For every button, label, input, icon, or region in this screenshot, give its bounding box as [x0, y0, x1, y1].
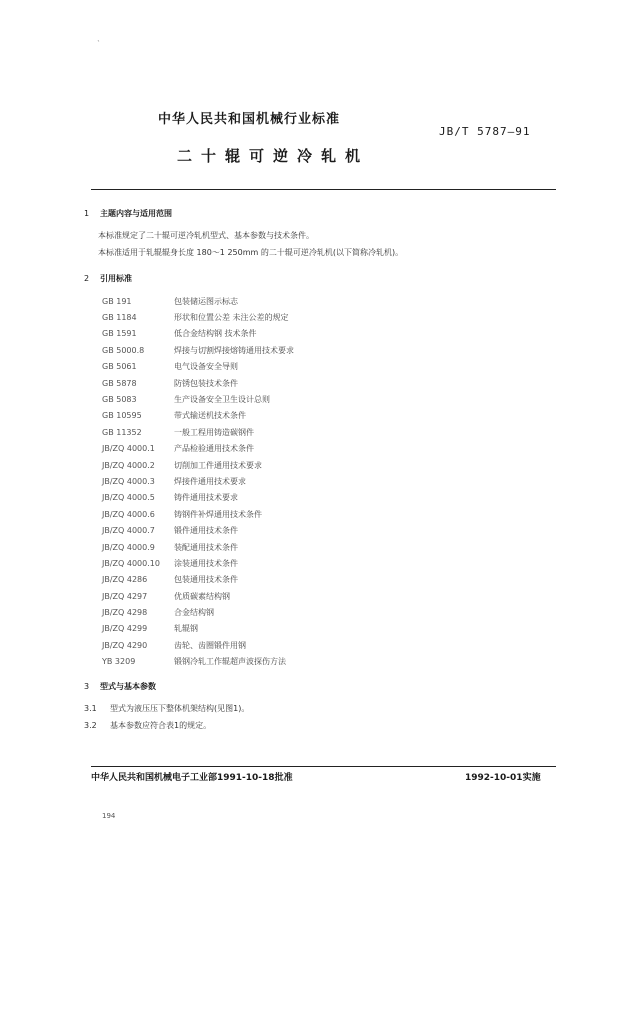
reference-name: 产品检验通用技术条件 [174, 444, 254, 453]
reference-item [102, 312, 289, 323]
reference-name: 齿轮、齿圈锻件用钢 [174, 641, 246, 650]
section-2-heading [84, 273, 132, 284]
section-1-heading [84, 208, 172, 219]
implementation-date: 1992-10-01实施 [465, 773, 541, 783]
reference-item [102, 574, 238, 585]
header-divider [91, 189, 556, 190]
reference-code: JB/ZQ 4000.5 [102, 493, 155, 502]
section-3-number: 3 [84, 682, 90, 691]
reference-name: 一般工程用铸造碳钢件 [174, 428, 254, 437]
section-2-number: 2 [84, 274, 90, 283]
reference-item [102, 542, 238, 553]
reference-code: GB 5083 [102, 395, 137, 404]
reference-name: 锻件通用技术条件 [174, 526, 238, 535]
clause-3-2 [84, 720, 211, 731]
reference-item [102, 378, 238, 389]
reference-code: JB/ZQ 4298 [102, 608, 148, 617]
reference-item [102, 345, 294, 356]
reference-item [102, 656, 286, 667]
section-1-paragraph: 本标准规定了二十辊可逆冷轧机型式、基本参数与技术条件。 [98, 231, 314, 240]
reference-item [102, 361, 238, 372]
reference-name: 涂装通用技术条件 [174, 559, 238, 568]
reference-code: JB/ZQ 4000.1 [102, 444, 155, 453]
reference-item [102, 558, 238, 569]
stray-mark: ` [97, 40, 101, 48]
section-2-title: 引用标准 [100, 274, 132, 283]
reference-name: 装配通用技术条件 [174, 543, 238, 552]
reference-item [102, 443, 254, 454]
approval-line: 中华人民共和国机械电子工业部1991-10-18批准 [91, 773, 293, 783]
reference-code: JB/ZQ 4000.6 [102, 510, 155, 519]
reference-item [102, 640, 246, 651]
clause-number: 3.2 [84, 721, 97, 730]
reference-code: GB 191 [102, 297, 132, 306]
section-1-number: 1 [84, 209, 90, 218]
reference-item [102, 492, 238, 503]
reference-item [102, 476, 246, 487]
footer-divider [91, 766, 556, 767]
reference-name: 包装通用技术条件 [174, 575, 238, 584]
reference-code: GB 5061 [102, 362, 137, 371]
page-number: 194 [102, 812, 116, 820]
reference-code: GB 10595 [102, 411, 142, 420]
reference-item [102, 394, 270, 405]
reference-name: 生产设备安全卫生设计总则 [174, 395, 270, 404]
reference-code: JB/ZQ 4000.9 [102, 543, 155, 552]
reference-item [102, 591, 230, 602]
reference-name: 防锈包装技术条件 [174, 379, 238, 388]
reference-code: GB 1184 [102, 313, 137, 322]
section-1-paragraph: 本标准适用于轧辊辊身长度 180～1 250mm 的二十辊可逆冷轧机(以下简称冷轧机)。 [98, 248, 404, 257]
clause-number: 3.1 [84, 704, 97, 713]
reference-name: 优质碳素结构钢 [174, 592, 230, 601]
clause-3-1 [84, 703, 249, 714]
section-1-title: 主题内容与适用范围 [100, 209, 172, 218]
reference-name: 焊接件通用技术要求 [174, 477, 246, 486]
reference-name: 电气设备安全导则 [174, 362, 238, 371]
reference-code: JB/ZQ 4299 [102, 624, 148, 633]
section-3-title: 型式与基本参数 [100, 682, 156, 691]
reference-item [102, 328, 257, 339]
reference-name: 切削加工件通用技术要求 [174, 461, 262, 470]
reference-code: JB/ZQ 4286 [102, 575, 148, 584]
standard-code: JB/T 5787—91 [439, 125, 531, 138]
clause-text: 型式为液压压下整体机架结构(见图1)。 [110, 704, 250, 713]
clause-text: 基本参数应符合表1的规定。 [110, 721, 212, 730]
reference-code: JB/ZQ 4000.10 [102, 559, 160, 568]
reference-item [102, 509, 262, 520]
reference-item [102, 607, 214, 618]
reference-name: 合金结构钢 [174, 608, 214, 617]
reference-name: 带式输送机技术条件 [174, 411, 246, 420]
reference-item [102, 525, 238, 536]
reference-name: 铸钢件补焊通用技术条件 [174, 510, 262, 519]
reference-item [102, 410, 246, 421]
document-title: 二十辊可逆冷轧机 [177, 147, 370, 165]
reference-name: 包装储运图示标志 [174, 297, 238, 306]
issuer-heading: 中华人民共和国机械行业标准 [158, 112, 341, 127]
reference-code: JB/ZQ 4297 [102, 592, 148, 601]
reference-code: GB 11352 [102, 428, 142, 437]
reference-name: 低合金结构钢 技术条件 [174, 329, 257, 338]
reference-name: 锻钢冷轧工作辊超声波探伤方法 [174, 657, 286, 666]
reference-name: 铸件通用技术要求 [174, 493, 238, 502]
reference-code: YB 3209 [102, 657, 136, 666]
reference-code: GB 5878 [102, 379, 137, 388]
reference-code: GB 5000.8 [102, 346, 145, 355]
reference-code: JB/ZQ 4000.3 [102, 477, 155, 486]
reference-item [102, 296, 238, 307]
reference-code: JB/ZQ 4290 [102, 641, 148, 650]
reference-item [102, 427, 254, 438]
reference-name: 形状和位置公差 未注公差的规定 [174, 313, 289, 322]
reference-name: 焊接与切割焊接熔铸通用技术要求 [174, 346, 294, 355]
reference-code: JB/ZQ 4000.2 [102, 461, 155, 470]
reference-item [102, 460, 262, 471]
reference-item [102, 623, 198, 634]
reference-code: GB 1591 [102, 329, 137, 338]
section-3-heading [84, 681, 156, 692]
reference-name: 轧辊钢 [174, 624, 198, 633]
reference-code: JB/ZQ 4000.7 [102, 526, 155, 535]
